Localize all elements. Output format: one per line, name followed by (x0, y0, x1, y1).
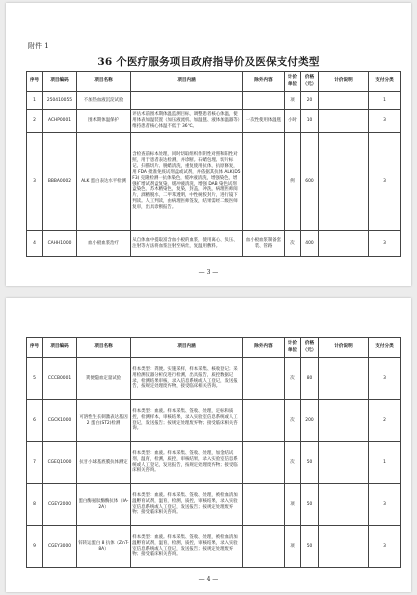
row-name: 可溶性生长刺激表达基因 2 蛋白(ST2)检测 (77, 400, 131, 442)
row-name: 蛋白酶氨肽酶酶抗体（IA-2A） (77, 484, 131, 526)
row-unit: 次 (285, 400, 301, 442)
row-no: 4 (27, 231, 43, 257)
row-exclude (243, 442, 285, 484)
row-note (319, 358, 369, 400)
table-header-row (27, 338, 401, 358)
table-row (27, 133, 401, 231)
table-row (27, 442, 401, 484)
document-page-2 (6, 298, 411, 592)
row-note (319, 133, 369, 231)
row-unit: 项 (285, 484, 301, 526)
table-row (27, 484, 401, 526)
row-no: 5 (27, 358, 43, 400)
header-exclude: 除外内容 (243, 338, 285, 358)
row-price: 200 (301, 400, 319, 442)
header-content: 项目内涵 (131, 72, 243, 92)
row-no: 9 (27, 526, 43, 568)
row-exclude (243, 400, 285, 442)
row-name: 不加热血液沉淀试验 (77, 92, 131, 110)
row-pay: 3 (369, 133, 401, 231)
table-row (27, 110, 401, 133)
table-row (27, 400, 401, 442)
header-name: 项目名称 (77, 338, 131, 358)
row-pay: 3 (369, 110, 401, 133)
table-row (27, 92, 401, 110)
row-name: 粪便隐血定量试验 (77, 358, 131, 400)
header-unit: 计价单位 (285, 338, 301, 358)
row-content (131, 92, 243, 110)
row-unit: 次 (285, 442, 301, 484)
table-row (27, 358, 401, 400)
row-price: 80 (301, 358, 319, 400)
row-content: 样本类型：血液。样本采集、签收、处理，被检血清加温孵育试剂，温育，检测，质控，审核结果，录入实验室信息系统或人工登记，发送报告；按规定处理废弃物；接受临床相关咨询。 (131, 484, 243, 526)
row-pay: 2 (369, 400, 401, 442)
page-number: — 3 — (198, 269, 219, 276)
row-no: 2 (27, 110, 43, 133)
row-exclude: 血小板血浆制备套装、管路 (243, 231, 285, 257)
row-code: BBBA0002 (43, 133, 77, 231)
price-table (26, 337, 401, 568)
row-pay: 1 (369, 92, 401, 110)
table-row (27, 231, 401, 257)
row-no: 1 (27, 92, 43, 110)
row-code: CGCK1000 (43, 400, 77, 442)
header-name: 项目名称 (77, 72, 131, 92)
header-code: 项目编码 (43, 72, 77, 92)
row-pay: 3 (369, 358, 401, 400)
row-exclude (243, 484, 285, 526)
row-exclude (243, 133, 285, 231)
row-pay: 3 (369, 526, 401, 568)
row-content: 从自体血中提取富含血小板的血浆，使用离心、负压、注射等方法将血浆注射至病灶，复温用敷料。 (131, 231, 243, 257)
header-unit: 计价单位 (285, 72, 301, 92)
row-unit: 项 (285, 92, 301, 110)
row-content: 样本类型：粪便。实施采样，样本采集、核收登记；采用检测仪器分析仪进行检测，出具报告，质控数据记录，检测结果审核，录入信息系统或人工登记，发送报告，按规定处理废弃物，接受临床相关咨询。 (131, 358, 243, 400)
row-exclude (243, 526, 285, 568)
row-note (319, 442, 369, 484)
header-pay: 支付分类 (369, 338, 401, 358)
table-row (27, 526, 401, 568)
row-pay: 1 (369, 442, 401, 484)
row-code: CGEQ1000 (43, 442, 77, 484)
row-price: 50 (301, 484, 319, 526)
header-content: 项目内涵 (131, 338, 243, 358)
row-no: 6 (27, 400, 43, 442)
row-code: ACHP0001 (43, 110, 77, 133)
header-note: 计价说明 (319, 338, 369, 358)
row-unit: 次 (285, 231, 301, 257)
row-pay: 3 (369, 231, 401, 257)
row-code: CGEY2000 (43, 484, 77, 526)
row-note (319, 400, 369, 442)
row-name: 抗甘小球基底膜抗体测定 (77, 442, 131, 484)
table-header-row (27, 72, 401, 92)
row-note (319, 92, 369, 110)
row-price: 50 (301, 526, 319, 568)
row-price: 20 (301, 92, 319, 110)
row-note (319, 231, 369, 257)
row-pay: 3 (369, 484, 401, 526)
row-price: 600 (301, 133, 319, 231)
row-code: CAHH1000 (43, 231, 77, 257)
header-price: 价格（元） (301, 72, 319, 92)
row-price: 10 (301, 110, 319, 133)
row-exclude (243, 92, 285, 110)
row-content: 样本类型：血液。样本采集、签收、处理，定标和质控，检测样本，审核结果，录入实验室信息系统或人工登记，发送报告；按规定处理废弃物；接受临床相关咨询。 (131, 400, 243, 442)
page-number: — 4 — (198, 576, 219, 583)
row-unit: 次 (285, 358, 301, 400)
document-page-1 (6, 3, 411, 286)
row-code: 250410055 (43, 92, 77, 110)
header-no: 序号 (27, 72, 43, 92)
row-no: 8 (27, 484, 43, 526)
header-price: 价格（元） (301, 338, 319, 358)
row-unit: 小时 (285, 110, 301, 133)
row-no: 7 (27, 442, 43, 484)
row-content: 评估术前围术期体温监测目标，调整患者核心体温，使用体表加温装置（加压液流机、加温毯、液体加温器等）维持患者核心体温不低于 36℃。 (131, 110, 243, 133)
price-table (26, 71, 401, 257)
row-name: 围术期体温保护 (77, 110, 131, 133)
row-content: 含检查前标本处理，同时切取组织作阴性对照和阳性对照，用于患者表达检测，并诊断。石蜡包埋、切片标记、扫描切片、脱蜡清洗，重复使用抗体，抗原修复，用 FDA 批准免疫试剂盒或试剂，并依据其抗体 ALK(D5F3) 克隆检测一抗体染色，缓冲液清洗，增强染色，增强扩增试剂盒复染，缓冲液清洗，增强 DAB 染色试剂盒染色，苏木精染色，复染，封盖，冲洗，病理医师阅片，酒精脱水，二甲苯透明，中性树胶封片，进行镜下判读。人工判读，由病理医师签发，结果需经二级医师复审，出具诊断报告。 (131, 133, 243, 231)
document-title: 36 个医疗服务项目政府指导价及医保支付类型 (97, 56, 320, 68)
row-name: 血小板血浆治疗 (77, 231, 131, 257)
header-no: 序号 (27, 338, 43, 358)
row-note (319, 526, 369, 568)
header-pay: 支付分类 (369, 72, 401, 92)
row-no: 3 (27, 133, 43, 231)
row-code: CCCB0001 (43, 358, 77, 400)
row-code: CGEY3000 (43, 526, 77, 568)
header-code: 项目编码 (43, 338, 77, 358)
row-price: 50 (301, 442, 319, 484)
header-exclude: 除外内容 (243, 72, 285, 92)
row-content: 样本类型：血液。样本采集、签收、处理，加金结试剂，温育，检测，质控，审核结果，录入实验室信息系统或人工登记，发送报告，按规定处理废弃物；接受临床相关咨询。 (131, 442, 243, 484)
row-unit: 项 (285, 526, 301, 568)
row-unit: 例 (285, 133, 301, 231)
row-price: 400 (301, 231, 319, 257)
row-name: ALK 蛋白表达水平检测 (77, 133, 131, 231)
row-name: 锌转运蛋白 8 抗体（ZnT-8A） (77, 526, 131, 568)
row-exclude (243, 358, 285, 400)
row-content: 样本类型：血液。样本采集、签收、处理，被检血清加温孵育试剂，温育，检测，质控，审核结果，录入实验室信息系统或人工登记，发送报告；按规定处理废弃物；接受临床相关咨询。 (131, 526, 243, 568)
row-note (319, 484, 369, 526)
header-note: 计价说明 (319, 72, 369, 92)
row-exclude: 一次性使用体温毯 (243, 110, 285, 133)
row-note (319, 110, 369, 133)
attachment-label: 附件 1 (28, 42, 49, 50)
